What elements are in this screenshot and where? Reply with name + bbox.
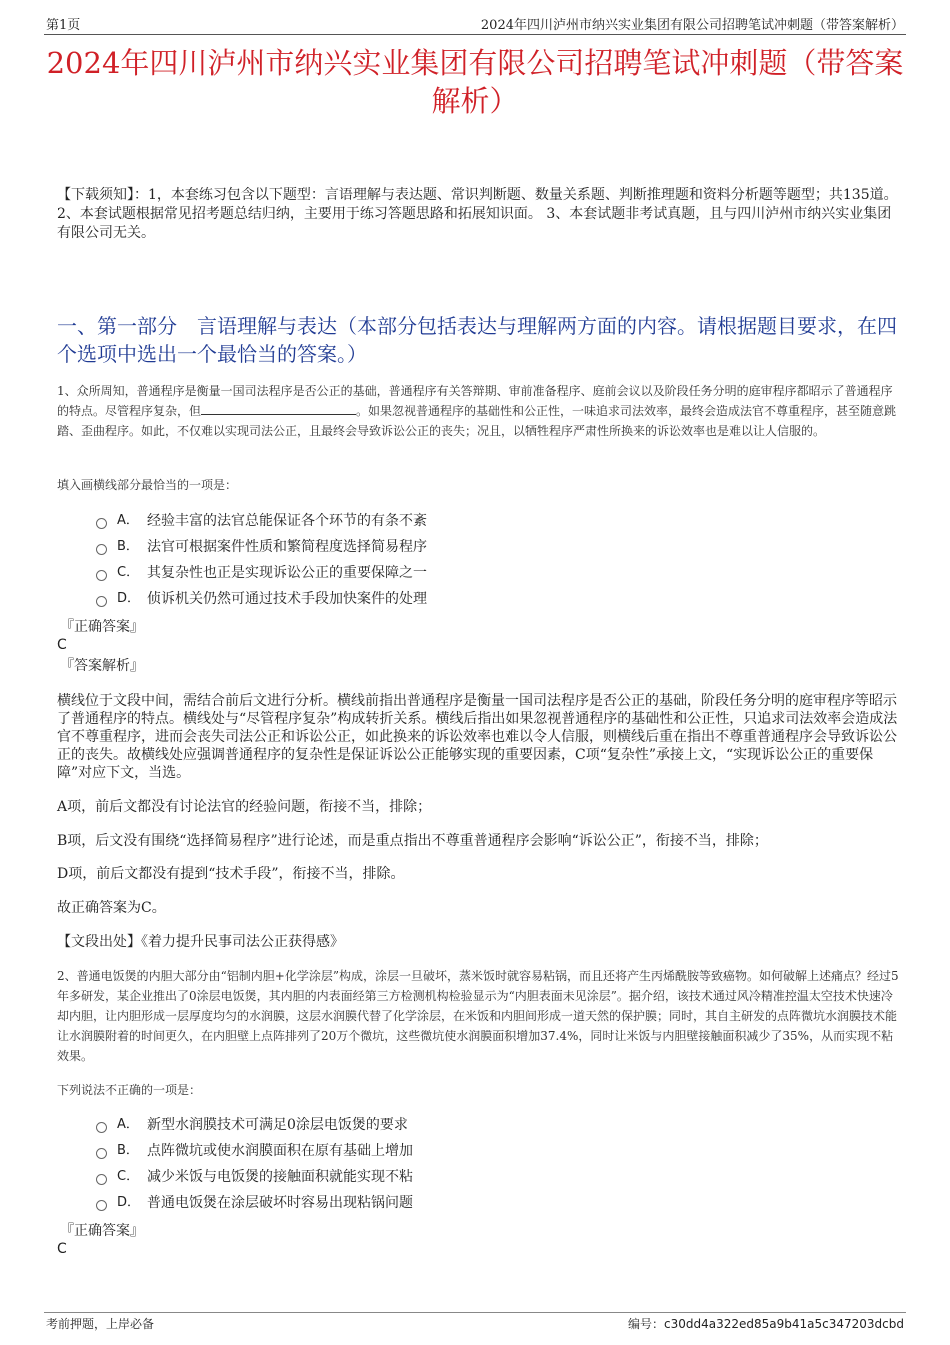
footer-divider xyxy=(44,1312,906,1313)
question-1-analysis-conclusion: 故正确答案为C。 xyxy=(57,900,166,916)
question-1-text-after: 。如果忽视普通程序的基础性和公正性，一味追求司法效率，最终会造成法官不尊重程序，甚至随意跳踏、歪曲程序。如此，不仅难以实现司法公正，且最终会导致诉讼公正的丧失；况且，以牺牲程序严肃性所换来的诉讼效率也是难以让人信服的。 xyxy=(57,404,897,438)
footer-code xyxy=(628,1315,904,1332)
option-letter: C． xyxy=(117,1169,140,1184)
footer-code-value: c30dd4a322ed85a9b41a5c347203dcbd xyxy=(664,1317,904,1331)
question-2-option-d[interactable] xyxy=(96,1194,413,1212)
option-letter: B． xyxy=(117,1143,139,1158)
footer-code-label: 编号： xyxy=(628,1317,665,1331)
option-text: 减少米饭与电饭煲的接触面积就能实现不粘 xyxy=(147,1169,413,1185)
option-text: 点阵微坑或使水润膜面积在原有基础上增加 xyxy=(147,1143,413,1159)
option-letter: D． xyxy=(117,591,141,606)
question-2-text: 2、普通电饭煲的内胆大部分由“铝制内胆+化学涂层”构成，涂层一旦破坏，蒸米饭时就容易粘锅，而且还将产生丙烯酰胺等致癌物。如何破解上述痛点？经过5年多研发，某企业推出了0涂层电饭煲，其内胆的内表面经第三方检测机构检验显示为“内胆表面未见涂层”。据介绍，该技术通过风冷精准控温太空技术快速冷却内胆，让内胆形成一层厚度均匀的水润膜，这层水润膜代替了化学涂层，在米饭和内胆间形成一道天然的保护膜；同时，其自主研发的点阵微坑水润膜技术能让水润膜附着的时间更久，在内胆壁上点阵排列了20万个微坑，这些微坑使水润膜面积增加37.4%，同时让米饭与内胆壁接触面积减少了35%，从而实现不粘效果。 xyxy=(57,969,899,1063)
question-1-answer-label: 『正确答案』 xyxy=(60,619,144,635)
option-letter: B． xyxy=(117,539,139,554)
option-letter: A． xyxy=(117,513,139,528)
question-1-blank xyxy=(201,402,356,415)
question-1-analysis-a: A项，前后文都没有讨论法官的经验问题，衔接不当，排除； xyxy=(57,799,432,815)
question-1-analysis-b: B项，后文没有围绕“选择简易程序”进行论述，而是重点指出不尊重普通程序会影响“诉讼公正”，衔接不当，排除； xyxy=(57,833,768,849)
option-text: 法官可根据案件性质和繁简程度选择简易程序 xyxy=(147,539,427,555)
question-1-analysis-d: D项，前后文都没有提到“技术手段”，衔接不当，排除。 xyxy=(57,866,405,882)
radio-icon[interactable] xyxy=(96,518,107,529)
radio-icon[interactable] xyxy=(96,596,107,607)
question-2-prompt: 下列说法不正确的一项是： xyxy=(57,1083,202,1097)
option-text: 侦诉机关仍然可通过技术手段加快案件的处理 xyxy=(147,591,427,607)
question-1-text-before: 1、众所周知，普通程序是衡量一国司法程序是否公正的基础，普通程序有关答辩期、审前准备程序、庭前会议以及阶段任务分明的庭审程序都昭示了普通程序的特点。尽管程序复杂，但 xyxy=(57,384,893,418)
question-1-option-d[interactable] xyxy=(96,590,427,608)
question-2-option-c[interactable] xyxy=(96,1168,413,1186)
radio-icon[interactable] xyxy=(96,1148,107,1159)
question-1-option-b[interactable] xyxy=(96,538,427,556)
question-2-option-b[interactable] xyxy=(96,1142,413,1160)
page-title: 2024年四川泸州市纳兴实业集团有限公司招聘笔试冲刺题（带答案解析） xyxy=(46,46,904,118)
option-text: 新型水润膜技术可满足0涂层电饭煲的要求 xyxy=(147,1117,408,1133)
section-title: 一、第一部分 言语理解与表达（本部分包括表达与理解两方面的内容。请根据题目要求，在四个选项中选出一个最恰当的答案。） xyxy=(57,314,897,366)
download-notice: 【下载须知】：1，本套练习包含以下题型：言语理解与表达题、常识判断题、数量关系题、判断推理题和资料分析题等题型；共135道。 2、本套试题根据常见招考题总结归纳，主要用于练习答题思路和拓展知识面。 3、本套试题非考试真题，且与四川泸州市纳兴实业集团有限公司无关。 xyxy=(57,187,898,241)
header-doc-title: 2024年四川泸州市纳兴实业集团有限公司招聘笔试冲刺题（带答案解析） xyxy=(480,18,904,33)
question-1-option-a[interactable] xyxy=(96,512,427,530)
question-1-answer: C xyxy=(57,637,67,653)
question-1-analysis-main: 横线位于文段中间，需结合前后文进行分析。横线前指出普通程序是衡量一国司法程序是否公正的基础，阶段任务分明的庭审程序等昭示了普通程序的特点。横线处与“尽管程序复杂”构成转折关系。横线后指出如果忽视普通程序的基础性和公正性，只追求司法效率会造成法官不尊重程序，进而会丧失司法公正和诉讼公正，如此换来的诉讼效率也难以令人信服，则横线后重在指出不尊重普通程序会导致诉讼公正的丧失。故横线处应强调普通程序的复杂性是保证诉讼公正能够实现的重要因素，C项“复杂性”承接上文，“实现诉讼公正的重要保障”对应下文，当选。 xyxy=(57,693,898,781)
question-2-option-a[interactable] xyxy=(96,1116,408,1134)
radio-icon[interactable] xyxy=(96,1174,107,1185)
radio-icon[interactable] xyxy=(96,1200,107,1211)
header-divider xyxy=(44,34,906,35)
option-letter: A． xyxy=(117,1117,139,1132)
option-text: 经验丰富的法官总能保证各个环节的有条不紊 xyxy=(147,513,427,529)
page-number: 第1页 xyxy=(46,18,81,33)
footer-slogan: 考前押题，上岸必备 xyxy=(46,1317,155,1331)
option-text: 其复杂性也正是实现诉讼公正的重要保障之一 xyxy=(147,565,427,581)
option-letter: C． xyxy=(117,565,140,580)
option-letter: D． xyxy=(117,1195,141,1210)
question-1-prompt: 填入画横线部分最恰当的一项是： xyxy=(57,478,238,492)
question-2-answer: C xyxy=(57,1241,67,1257)
radio-icon[interactable] xyxy=(96,1122,107,1133)
radio-icon[interactable] xyxy=(96,544,107,555)
question-1-source: 【文段出处】《着力提升民事司法公正获得感》 xyxy=(57,934,344,950)
question-1-text xyxy=(57,381,900,441)
question-2-answer-label: 『正确答案』 xyxy=(60,1223,144,1239)
question-1-analysis-label: 『答案解析』 xyxy=(60,658,144,674)
option-text: 普通电饭煲在涂层破坏时容易出现粘锅问题 xyxy=(147,1195,413,1211)
radio-icon[interactable] xyxy=(96,570,107,581)
question-1-option-c[interactable] xyxy=(96,564,427,582)
